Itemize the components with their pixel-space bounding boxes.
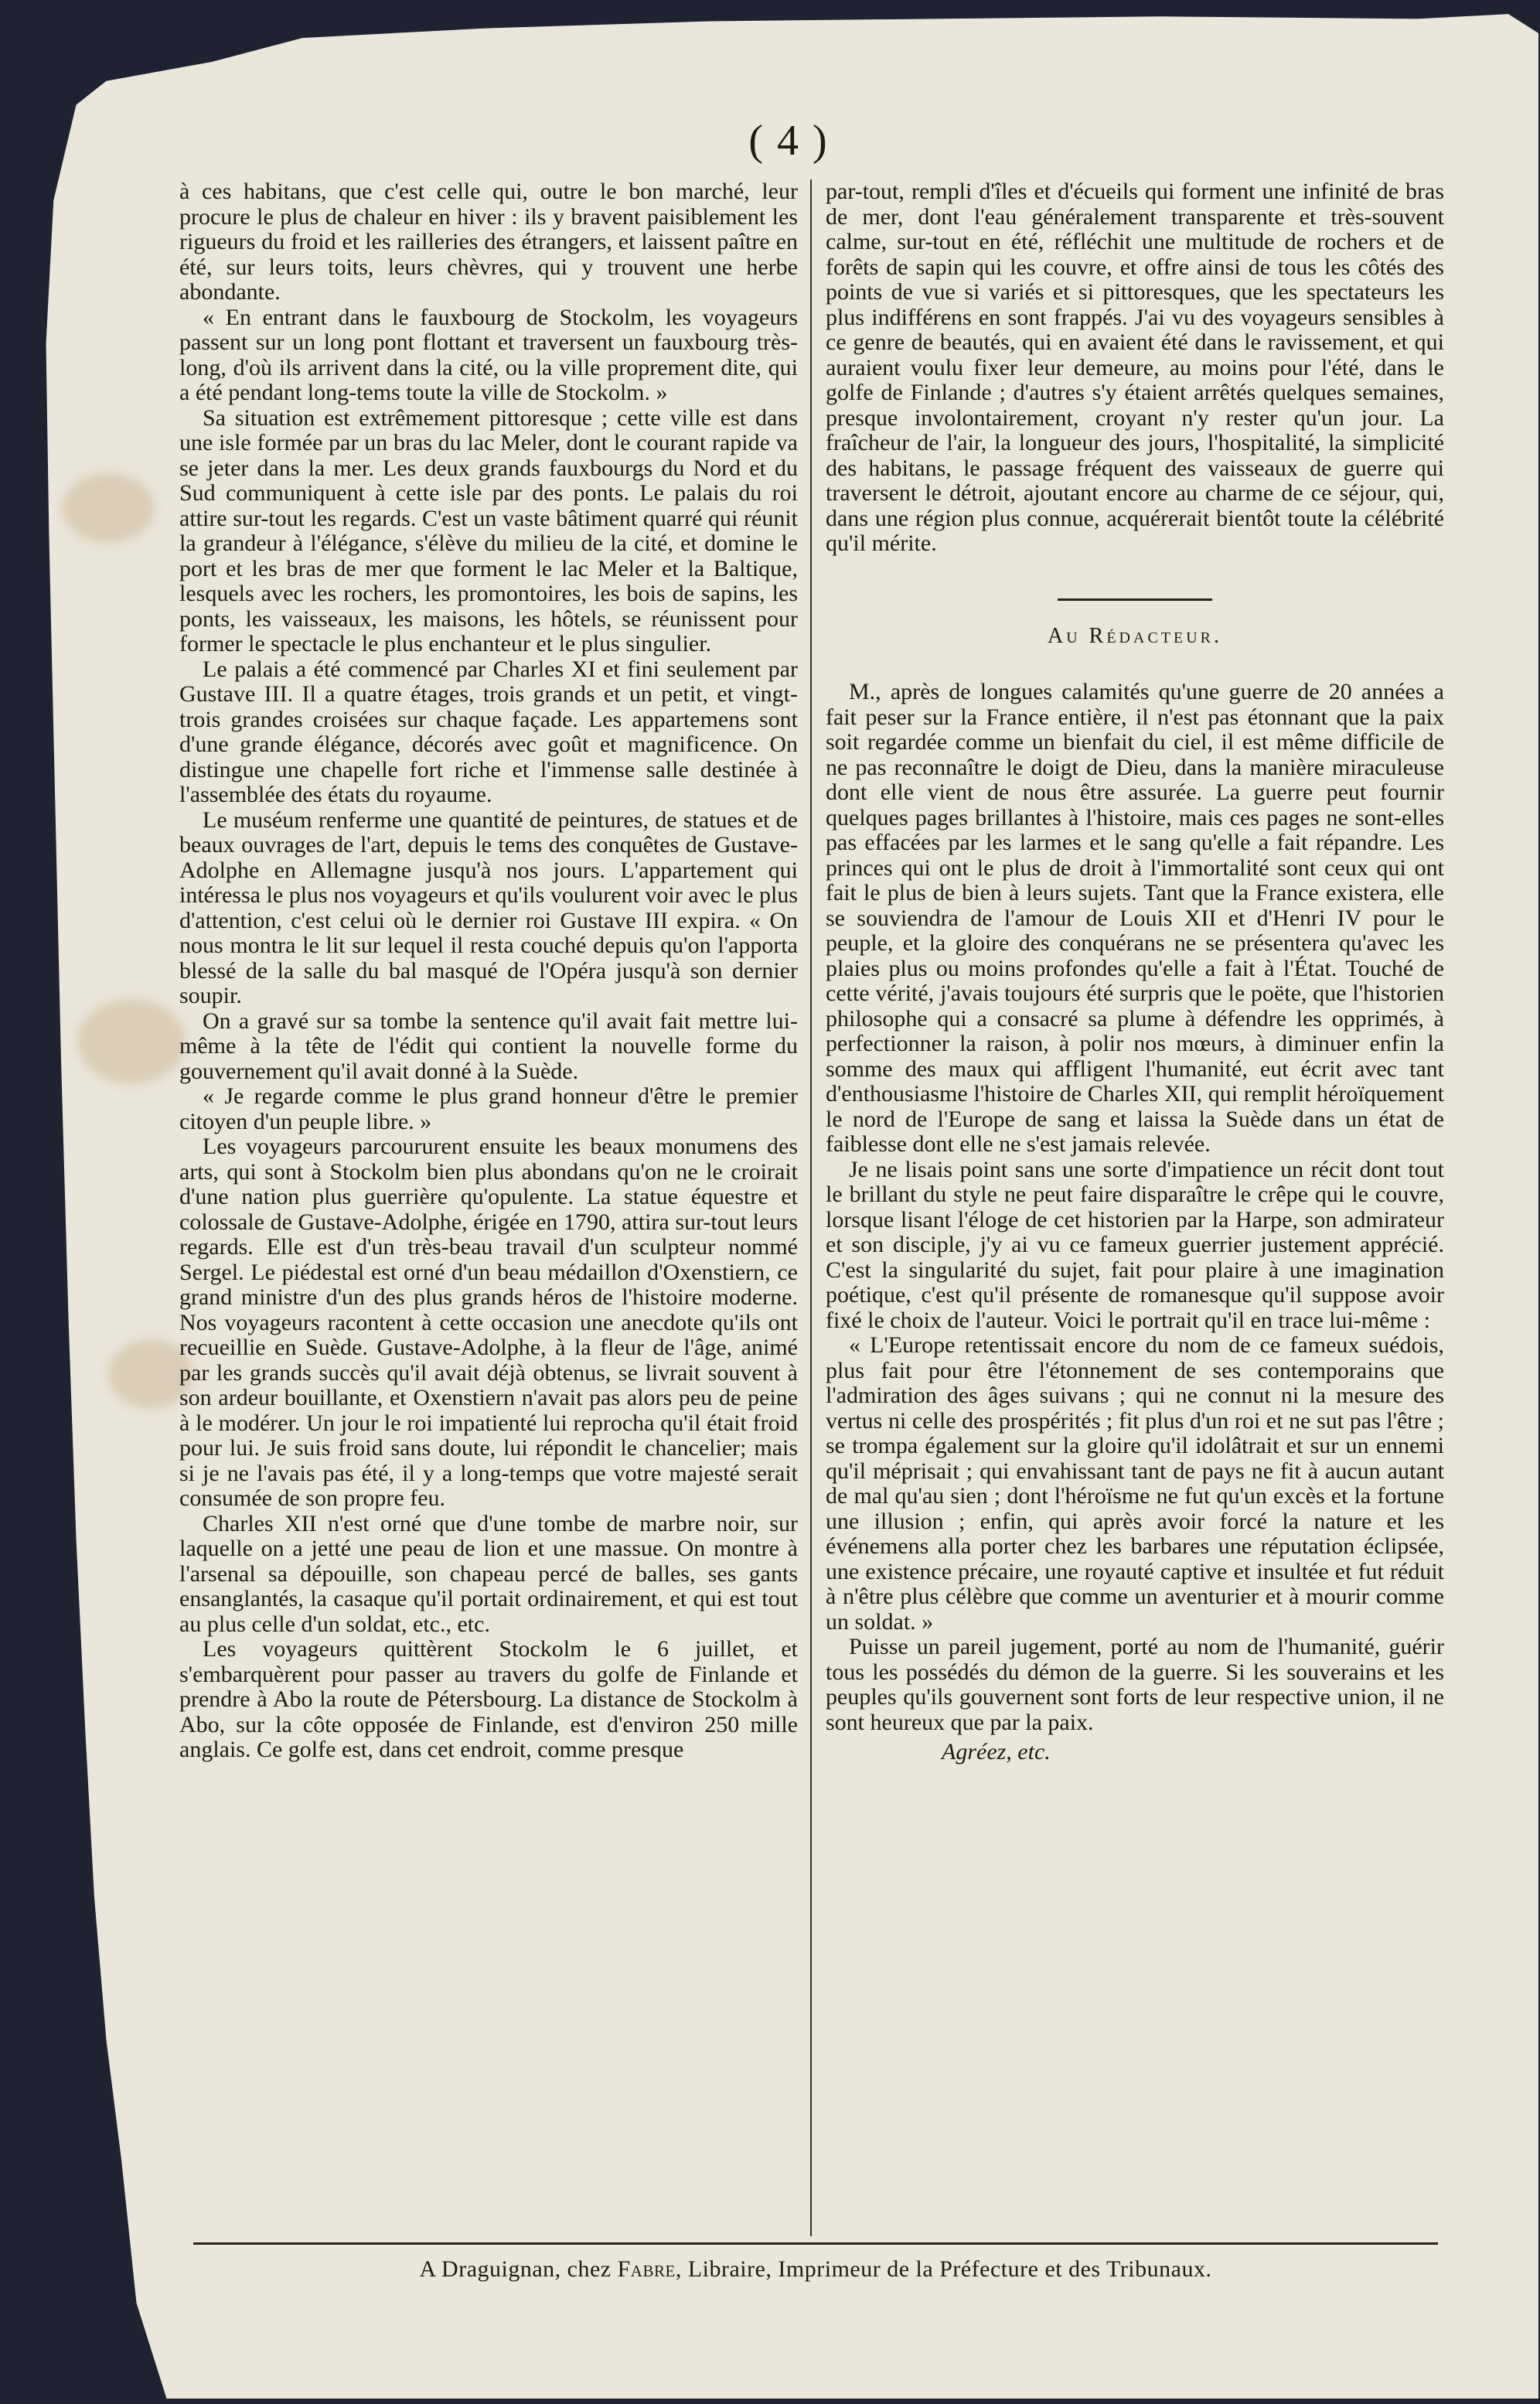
right-column	[826, 179, 1444, 1765]
letter-quote: « L'Europe retentissait encore du nom de ce fameux suédois, plus fait pour être l'étonnement de ses contemporains que l'admiration des âges suivans ; qui ne connut ni la mesure des vertus ni celle des prospérités ; fit plus d'un roi et ne sut pas l'être ; se trompa également sur la gloire qu'il idolâtrait et sur un ennemi qu'il méprisait ; qui envahissant tant de pays ne fit à aucun autant de mal qu'au sien ; dont l'héroïsme ne fut qu'un excès et la fortune une illusion ; enfin, qui après avoir forcé la nature et les événemens alla porter chez les barbares une réputation éclipsée, une existence précaire, une royauté captive et insultée et fut réduit à n'être plus célèbre que comme un aventurier et à mourir comme un soldat. »	[826, 1332, 1444, 1635]
letter-paragraph: Je ne lisais point sans une sorte d'impatience un récit dont tout le brillant du style ne peut faire disparaître le crêpe qui le couvre, lorsque lisant l'éloge de cet historien par la Harpe, son admirateur et son disciple, j'y ai vu ce fameux guerrier justement apprécié. C'est la singularité du sujet, fait pour plaire à une imagination poétique, c'est qu'il présente de romanesque qu'il suppose avoir fixé le choix de l'auteur. Voici le portrait qu'il en trace lui-même :	[826, 1156, 1444, 1333]
paragraph: Le palais a été commencé par Charles XI et fini seulement par Gustave III. Il a quatre étages, trois grands et un petit, et vingt-trois grandes croisées sur chaque façade. Les appartemens sont d'une grande élégance, décorés avec goût et magnificence. On distingue une chapelle fort riche et l'immense salle destinée à l'assemblée des états du royaume.	[179, 656, 798, 807]
paragraph: Les voyageurs parcoururent ensuite les beaux monumens des arts, qui sont à Stockolm bien plus abondans qu'on ne le croirait d'une nation plus guerrière qu'opulente. La statue équestre et colossale de Gustave-Adolphe, érigée en 1790, attira sur-tout leurs regards. Elle est d'un très-beau travail d'un sculpteur nommé Sergel. Le piédestal est orné d'un beau médaillon d'Oxenstiern, ce grand ministre d'un des plus grands héros de l'histoire moderne. Nos voyageurs racontent à cette occasion une anecdote qu'ils ont recueillie en Suède. Gustave-Adolphe, à la fleur de l'âge, animé par les grands succès qu'il avait déjà obtenus, se livrait souvent à son ardeur bouillante, et Oxenstiern n'avait pas alors peu de peine à le modérer. Un jour le roi impatienté lui reprocha qu'il était froid pour lui. Je suis froid sans doute, lui répondit le chancelier; mais si je ne l'avais pas été, il y a long-temps que votre majesté serait consumée de son propre feu.	[179, 1134, 798, 1511]
paragraph: On a gravé sur sa tombe la sentence qu'il avait fait mettre lui-même à la tête de l'édit qui contient la nouvelle forme du gouvernement qu'il avait donné à la Suède.	[179, 1008, 798, 1084]
paper-stain	[62, 473, 155, 543]
imprint-footer	[193, 2256, 1438, 2283]
left-column	[179, 179, 798, 1763]
paper-stain	[77, 999, 186, 1084]
page-number: ( 4 )	[748, 117, 829, 165]
section-rule	[1058, 598, 1212, 601]
footer-publisher: Fabre	[617, 2256, 676, 2282]
paragraph: « En entrant dans le fauxbourg de Stockolm, les voyageurs passent sur un long pont flottant et traversent un fauxbourg très-long, d'où ils arrivent dans la cité, ou la ville proprement dite, qui a été pendant long-tems toute la ville de Stockolm. »	[179, 304, 798, 405]
footer-rule	[193, 2242, 1438, 2245]
letter-paragraph: M., après de longues calamités qu'une guerre de 20 années a fait peser sur la France entière, il n'est pas étonnant que la paix soit regardée comme un bienfait du ciel, il est même difficile de ne pas reconnaître le doigt de Dieu, dans la manière miraculeuse dont elle vient de nous être assurée. La guerre peut fournir quelques pages brillantes à l'histoire, mais ces pages ne sont-elles pas effacées par les larmes et le sang qu'elle a fait répandre. Les princes qui ont le plus de droit à l'immortalité sont ceux qui ont fait le plus de bien à leurs sujets. Tant que la France existera, elle se souviendra de l'amour de Louis XII et d'Henri IV pour le peuple, et la gloire des conquérans ne se présentera qu'avec les plaies plus ou moins profondes qu'elle a fait à l'État. Touché de cette vérité, j'avais toujours été surpris que le poëte, que l'historien philosophe qui a consacré sa plume à défendre les opprimés, à perfectionner la raison, à polir nos mœurs, à diminuer enfin la somme des maux qui affligent l'humanité, eut écrit avec tant d'enthousiasme l'histoire de Charles XII, qui remplit héroïquement le nord de l'Europe de sang et laissa la Suède dans un état de faiblesse dont elle ne s'est jamais relevée.	[826, 679, 1444, 1157]
column-divider	[810, 179, 812, 2236]
paragraph: Charles XII n'est orné que d'une tombe de marbre noir, sur laquelle on a jetté une peau de lion et une massue. On montre à l'arsenal sa dépouille, son chapeau percé de balles, ses gants ensanglantés, la casaque qu'il portait ordinairement, et qui est tout au plus celle d'un soldat, etc., etc.	[179, 1510, 798, 1637]
paragraph: à ces habitans, que c'est celle qui, outre le bon marché, leur procure le plus de chaleur en hiver : ils y bravent paisiblement les rigueurs du froid et les railleries des étrangers, et laissent paître en été, sur leurs toits, leurs chèvres, qui y trouvent une herbe abondante.	[179, 179, 798, 305]
paragraph: « Je regarde comme le plus grand honneur d'être le premier citoyen d'un peuple libre. »	[179, 1083, 798, 1134]
letter-heading: Au Rédacteur.	[1048, 623, 1222, 648]
footer-prefix: A Draguignan, chez	[419, 2256, 612, 2282]
paragraph: Sa situation est extrêmement pittoresque ; cette ville est dans une isle formée par un bras du lac Meler, dont le courant rapide va se jeter dans la mer. Les deux grands fauxbourgs du Nord et du Sud communiquent à cette isle par des ponts. Le palais du roi attire sur-tout les regards. C'est un vaste bâtiment quarré qui réunit la grandeur à l'élégance, s'élève du milieu de la cité, et domine le port et les bras de mer que forment le lac Meler et la Baltique, lesquels avec les rochers, les promontoires, les bois de sapins, les ponts, les vaisseaux, les maisons, les hôtels, se réunissent pour former le spectacle le plus enchanteur et le plus singulier.	[179, 404, 798, 656]
paragraph: Les voyageurs quittèrent Stockolm le 6 juillet, et s'embarquèrent pour passer au travers du golfe de Finlande et prendre à Abo la route de Pétersbourg. La distance de Stockolm à Abo, sur la côte opposée de Finlande, est d'environ 250 mille anglais. Ce golfe est, dans cet endroit, comme presque	[179, 1636, 798, 1762]
paragraph: Le muséum renferme une quantité de peintures, de statues et de beaux ouvrages de l'art, depuis le tems des conquêtes de Gustave-Adolphe en Allemagne jusqu'à nos jours. L'appartement qui intéressa le plus nos voyageurs et qu'ils voulurent voir avec le plus d'attention, c'est celui où le dernier roi Gustave III expira. « On nous montra le lit sur lequel il resta couché depuis qu'on l'apporta blessé de la salle du bal masqué de l'Opéra jusqu'à son dernier soupir.	[179, 806, 798, 1008]
letter-paragraph: Puisse un pareil jugement, porté au nom de l'humanité, guérir tous les possédés du démon de la guerre. Si les souverains et les peuples qu'ils gouvernent sont forts de leur respective union, il ne sont heureux que par la paix.	[826, 1634, 1444, 1735]
footer-suffix: , Libraire, Imprimeur de la Préfecture et des Tribunaux.	[675, 2256, 1212, 2282]
paragraph: par-tout, rempli d'îles et d'écueils qui forment une infinité de bras de mer, dont l'eau généralement transparente et très-souvent calme, sur-tout en été, réfléchit une multitude de rochers et de forêts de sapin qui les couvre, et offre ainsi de tous les côtés des points de vue si variés et si pittoresques, que les spectateurs les plus indifférens en sont frappés. J'ai vu des voyageurs sensibles à ce genre de beautés, qui en avaient été dans le ravissement, et qui auraient voulu fixer leur demeure, au moins pour l'été, dans le golfe de Finlande ; d'autres s'y étaient arrêtés quelques semaines, presque involontairement, croyant n'y rester qu'un jour. La fraîcheur de l'air, la longueur des jours, l'hospitalité, la simplicité des habitans, le passage fréquent des vaisseaux de guerre qui traversent le détroit, ajoutant encore au charme de ce séjour, qui, dans une région plus connue, acquérerait bientôt toute la célébrité qu'il mérite.	[826, 179, 1444, 556]
letter-signoff: Agréez, etc.	[942, 1739, 1051, 1765]
